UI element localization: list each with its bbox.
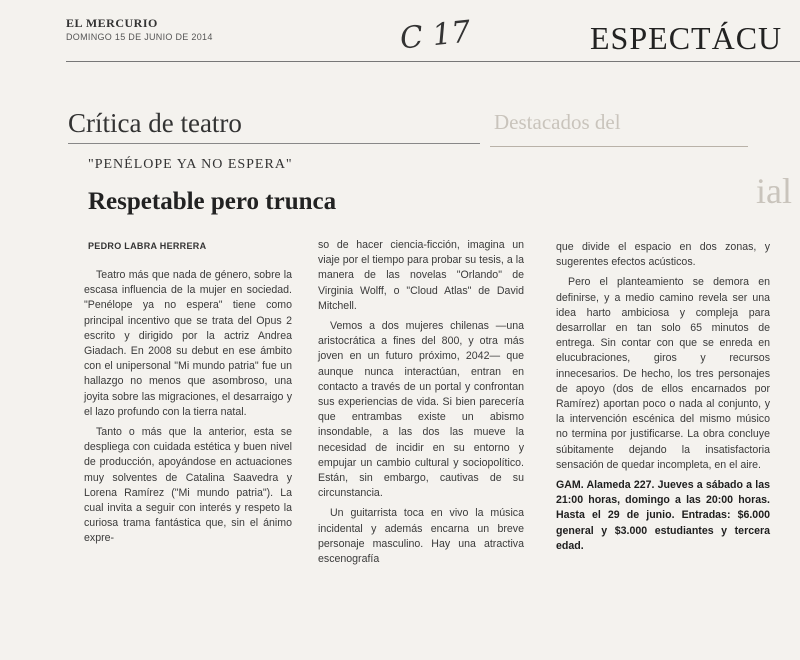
paragraph: que divide el espacio en dos zonas, y sugerentes efectos acústicos. [556,241,770,269]
article-column-3 [556,240,770,559]
adjacent-column-rule [490,146,748,147]
paragraph: Teatro más que nada de género, sobre la escasa influencia de la mujer en sociedad. "Penélope ya no espera" tiene como principal incentivo que se trata del Opus 2 escrito y dirigido por la actriz Andrea Giadach. En 2008 su debut en ese ámbito con el unipersonal "Mi mundo patria" fue un hallazgo no menos que asombroso, una joyita sobre las migraciones, el desarraigo y el lazo profundo con la tierra natal. [84,269,292,418]
publication-date: DOMINGO 15 DE JUNIO DE 2014 [66,32,213,42]
adjacent-column-heading: Destacados del [494,110,621,134]
paragraph: Pero el planteamiento se demora en definirse, y a medio camino revela ser una idea harto ambiciosa y compleja para desarrollar en tan solo 65 minutos de entrega. Sin contar con que se enreda en elucubraciones, giros y recursos innecesarios. De hecho, los tres personajes de apoyo (dos de ellos encarnados por Ramírez) aportan poco o nada al conjunto, y la intervención escénica del mismo músico no termina por justificarse. La obra concluye súbitamente dejando la insatisfactoria sensación de quedar incompleta, en el aire. [556,276,770,471]
paragraph: so de hacer ciencia-ficción, imagina un viaje por el tiempo para probar su tesis, a la manera de las novelas "Orlando" de Virginia Wolff, o "Cloud Atlas" de David Mitchell. [318,239,524,312]
byline: PEDRO LABRA HERRERA [88,241,207,251]
performance-info: GAM. Alameda 227. Jueves a sábado a las 21:00 horas, domingo a las 20:00 horas. Hasta el 29 de junio. Entradas: $6.000 general y $3.000 estudiantes y tercera edad. [556,479,770,552]
masthead-rule [66,61,800,62]
newspaper-name: EL MERCURIO [66,16,158,30]
section-name: ESPECTÁCU [590,20,783,56]
section-label: Crítica de teatro [68,108,242,138]
handwritten-page-mark: C 17 [398,14,473,57]
paragraph: Vemos a dos mujeres chilenas —una aristocrática a fines del 800, y otra más joven en un futuro próximo, 2042— que aunque nunca interactúan, entran en contacto a través de un portal y confrontan sus experiencias de vida. Si bien parecería que entrambas existe un abismo insondable, a las dos las mueve la necesidad de incidir en su entorno y empujar un cambio cultural y sociopolítico. Están, sin embargo, cautivas de su circunstancia. [318,320,524,500]
paragraph: Un guitarrista toca en vivo la música incidental y además encarna un breve personaje masculino. Hay una atractiva escenografía [318,507,524,566]
paragraph: Tanto o más que la anterior, esta se despliega con cuidada estética y buen nivel de producción, apoyándose en actuaciones muy solventes de Catalina Saavedra y Lorena Ramírez ("Mi mundo patria"). La cual invita a seguir con interés y respeto la curiosa trama fantástica que, sin el ánimo expre- [84,426,292,545]
masthead [66,14,800,64]
article-headline: Respetable pero trunca [88,188,337,215]
adjacent-page-fragment: ial [756,171,792,211]
article-column-1 [84,268,292,552]
section-rule [68,143,480,144]
article-column-2 [318,238,524,572]
play-title: "PENÉLOPE YA NO ESPERA" [88,157,293,172]
